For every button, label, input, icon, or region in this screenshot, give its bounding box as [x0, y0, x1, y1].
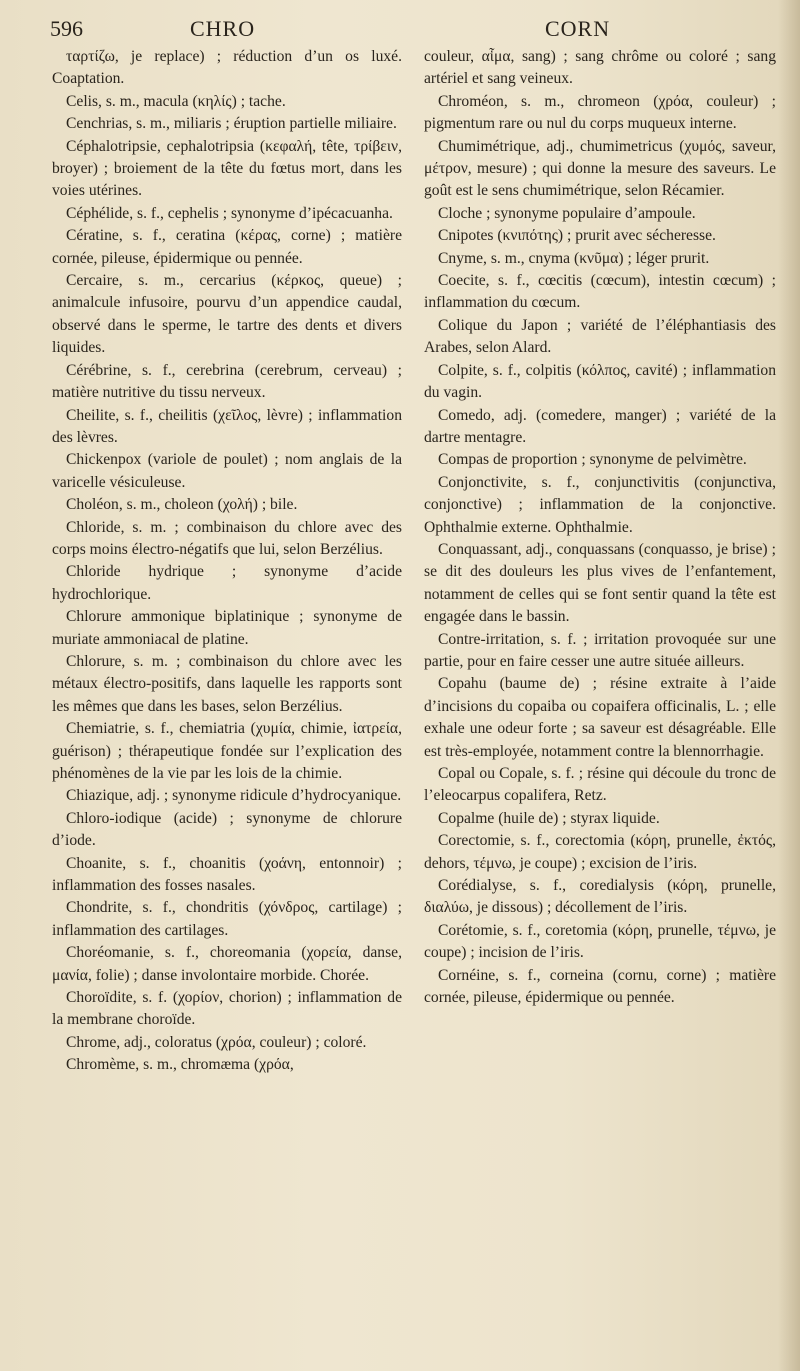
- page-number: 596: [50, 16, 83, 41]
- dictionary-entry: Cheilite, s. f., cheilitis (χεῖλος, lèvre) ; inflammation des lèvres.: [52, 406, 402, 446]
- dictionary-entry: Compas de proportion ; synonyme de pelvimètre.: [438, 451, 747, 469]
- dictionary-entry: Conjonctivite, s. f., conjunctivitis (conjunctiva, conjonctive) ; inflammation de la conjonctive. Ophthalmie externe. Ophthalmie.: [424, 473, 776, 536]
- dictionary-entry: Copal ou Copale, s. f. ; résine qui découle du tronc de l’eleocarpus copalifera, Retz.: [424, 765, 776, 805]
- dictionary-entry: Chloride hydrique ; synonyme d’acide hydrochlorique.: [52, 563, 402, 603]
- dictionary-entry: Chroméon, s. m., chromeon (χρόα, couleur) ; pigmentum rare ou nul du corps muqueux interne.: [424, 92, 776, 133]
- dictionary-entry: Céphalotripsie, cephalotripsia (κεφαλή, tête, τρίβειν, broyer) ; broiement de la tête du fœtus mort, dans les voies utérines.: [52, 137, 402, 200]
- dictionary-entry: Chumimétrique, adj., chumimetricus (χυμός, saveur, μέτρον, mesure) ; qui donne la mesure des saveurs. Le goût est le sens chumimétrique, selon Récamier.: [424, 137, 776, 200]
- dictionary-entry: Cnipotes (κνιπότης) ; prurit avec sécheresse.: [438, 227, 716, 245]
- dictionary-entry: Choléon, s. m., choleon (χολή) ; bile.: [66, 496, 298, 514]
- running-header: [0, 14, 800, 44]
- dictionary-entry: Cnyme, s. m., cnyma (κνῦμα) ; léger prurit.: [438, 249, 710, 267]
- dictionary-entry: Choréomanie, s. f., choreomania (χορεία, danse, μανία, folie) ; danse involontaire morbide. Chorée.: [52, 944, 402, 984]
- dictionary-entry: Corédialyse, s. f., coredialysis (κόρη, prunelle, διαλύω, je dissous) ; décollement de l’iris.: [424, 877, 776, 917]
- dictionary-entry: Colpite, s. f., colpitis (κόλπος, cavité) ; inflammation du vagin.: [424, 361, 776, 402]
- dictionary-entry: Chromème, s. m., chromæma (χρόα,: [66, 1056, 294, 1074]
- dictionary-entry-continued: couleur, αἷμα, sang) ; sang chrôme ou coloré ; sang artériel et sang veineux.: [424, 48, 776, 88]
- dictionary-entry: Copahu (baume de) ; résine extraite à l’aide d’incisions du copaiba ou copaifera officinalis, L. ; elle exhale une odeur forte ; sa saveur est désagréable. Elle est très-employée, notamment contre la blennorrhagie.: [424, 675, 776, 760]
- dictionary-entry: Corectomie, s. f., corectomia (κόρη, prunelle, ἐκτός, dehors, τέμνω, je coupe) ; excision de l’iris.: [424, 832, 776, 872]
- dictionary-entry: Cenchrias, s. m., miliaris ; éruption partielle miliaire.: [66, 115, 397, 133]
- dictionary-entry: Celis, s. m., macula (κηλίς) ; tache.: [66, 92, 286, 110]
- dictionary-entry: Corétomie, s. f., coretomia (κόρη, prunelle, τέμνω, je coupe) ; incision de l’iris.: [424, 921, 776, 962]
- dictionary-entry: Comedo, adj. (comedere, manger) ; variété de la dartre mentagre.: [424, 406, 776, 446]
- dictionary-entry: Chloro-iodique (acide) ; synonyme de chlorure d’iode.: [52, 809, 402, 850]
- dictionary-entry: Copalme (huile de) ; styrax liquide.: [438, 809, 660, 827]
- right-column: [424, 46, 776, 1009]
- right-running-head: CORN: [545, 16, 611, 41]
- dictionary-entry: Cercaire, s. m., cercarius (κέρκος, queue) ; animalcule infusoire, pourvu d’un appendice caudal, observé dans le sperme, le tartre des dents et divers liquides.: [52, 272, 402, 357]
- dictionary-entry: Chrome, adj., coloratus (χρόα, couleur) ; coloré.: [66, 1033, 367, 1051]
- dictionary-entry: ταρτίζω, je replace) ; réduction d’un os luxé. Coaptation.: [52, 48, 402, 88]
- dictionary-entry: Choanite, s. f., choanitis (χοάνη, entonnoir) ; inflammation des fosses nasales.: [52, 854, 402, 895]
- left-running-head: CHRO: [190, 16, 256, 41]
- dictionary-entry: Céphélide, s. f., cephelis ; synonyme d’ipécacuanha.: [66, 204, 393, 222]
- dictionary-entry: Chiazique, adj. ; synonyme ridicule d’hydrocyanique.: [66, 787, 402, 805]
- dictionary-entry: Coecite, s. f., cœcitis (cœcum), intestin cœcum) ; inflammation du cœcum.: [424, 272, 776, 312]
- dictionary-entry: Colique du Japon ; variété de l’éléphantiasis des Arabes, selon Alard.: [424, 316, 776, 357]
- dictionary-entry: Cératine, s. f., ceratina (κέρας, corne) ; matière cornée, pileuse, épidermique ou pennée.: [52, 227, 402, 267]
- dictionary-entry: Chlorure, s. m. ; combinaison du chlore avec les métaux électro-positifs, dans laquelle les rapports sont les mêmes que dans les bases, selon Berzélius.: [52, 652, 402, 715]
- dictionary-entry: Cornéine, s. f., corneina (cornu, corne) ; matière cornée, pileuse, épidermique ou pennée.: [424, 966, 776, 1007]
- dictionary-entry: Chickenpox (variole de poulet) ; nom anglais de la varicelle vésiculeuse.: [52, 451, 402, 491]
- dictionary-entry: Choroïdite, s. f. (χορίον, chorion) ; inflammation de la membrane choroïde.: [52, 989, 402, 1029]
- dictionary-entry: Chlorure ammonique biplatinique ; synonyme de muriate ammoniacal de platine.: [52, 608, 402, 648]
- dictionary-entry: Chemiatrie, s. f., chemiatria (χυμία, chimie, ἰατρεία, guérison) ; thérapeutique fondée sur l’explication des phénomènes de la vie par les lois de la chimie.: [52, 720, 402, 782]
- left-column: [52, 46, 402, 1077]
- dictionary-entry: Chloride, s. m. ; combinaison du chlore avec des corps moins électro-négatifs que lui, selon Berzélius.: [52, 518, 402, 558]
- dictionary-entry: Cloche ; synonyme populaire d’ampoule.: [438, 204, 696, 222]
- dictionary-entry: Conquassant, adj., conquassans (conquasso, je brise) ; se dit des douleurs les plus vives de l’enfantement, notamment de celles qui se font sentir quand la tête est engagée dans le bassin.: [424, 540, 776, 626]
- dictionary-entry: Chondrite, s. f., chondritis (χόνδρος, cartilage) ; inflammation des cartilages.: [52, 899, 402, 939]
- dictionary-entry: Contre-irritation, s. f. ; irritation provoquée sur une partie, pour en faire cesser une autre située ailleurs.: [424, 630, 776, 670]
- dictionary-entry: Cérébrine, s. f., cerebrina (cerebrum, cerveau) ; matière nutritive du tissu nerveux.: [52, 361, 402, 402]
- page-edge-shadow: [778, 0, 800, 1371]
